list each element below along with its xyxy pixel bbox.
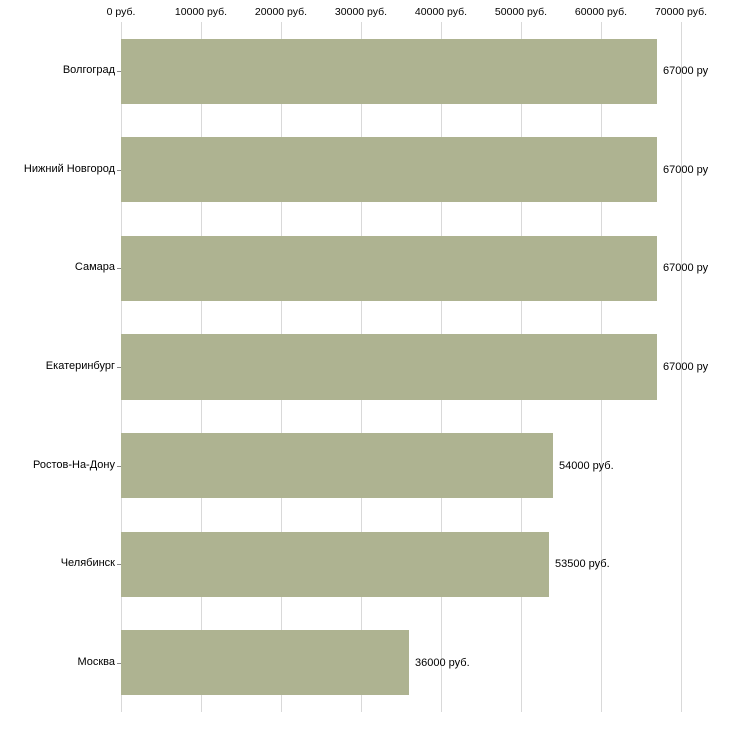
- bar[interactable]: [121, 236, 657, 301]
- x-axis-tick-label: 70000 руб.: [654, 6, 708, 18]
- x-axis-tick-label: 30000 руб.: [334, 6, 388, 18]
- bar-value-label: 67000 ру: [663, 65, 709, 78]
- bar[interactable]: [121, 532, 549, 597]
- bar-value-label: 67000 ру: [663, 262, 709, 275]
- y-axis-tick-mark: [117, 663, 121, 664]
- y-axis-tick-mark: [117, 71, 121, 72]
- y-axis-category-label: Нижний Новгород: [23, 162, 115, 175]
- x-axis-tick-label: 20000 руб.: [254, 6, 308, 18]
- bar-row: [121, 433, 681, 498]
- y-axis: [0, 22, 115, 712]
- bar[interactable]: [121, 39, 657, 104]
- bar[interactable]: [121, 137, 657, 202]
- y-axis-category-label: Москва: [77, 655, 115, 668]
- y-axis-tick-mark: [117, 268, 121, 269]
- bar-row: [121, 137, 709, 202]
- bar-row: [121, 532, 681, 597]
- bar-value-label: 53500 руб.: [555, 558, 610, 571]
- x-axis-tick-label: 60000 руб.: [574, 6, 628, 18]
- plot-area: [121, 22, 709, 712]
- y-axis-category-label: Ростов-На-Дону: [32, 458, 115, 471]
- y-axis-category-label: Екатеринбург: [45, 360, 115, 372]
- bar-row: [121, 630, 681, 695]
- bar-row: [121, 334, 709, 399]
- bar-row: [121, 236, 709, 301]
- y-axis-tick-mark: [117, 367, 121, 368]
- bar-row: [121, 39, 709, 104]
- y-axis-category-label: Челябинск: [60, 557, 115, 570]
- y-axis-tick-mark: [117, 170, 121, 171]
- y-axis-tick-mark: [117, 466, 121, 467]
- bar[interactable]: [121, 433, 553, 498]
- x-axis-tick-label: 10000 руб.: [174, 6, 228, 18]
- x-axis-tick-label: 0 руб.: [106, 6, 136, 18]
- bar-value-label: 54000 руб.: [559, 459, 614, 472]
- bar-value-label: 36000 руб.: [415, 656, 470, 669]
- y-axis-category-label: Самара: [74, 261, 115, 274]
- x-axis-tick-label: 40000 руб.: [414, 6, 468, 18]
- bar-value-label: 67000 ру: [663, 163, 709, 176]
- x-axis: [0, 0, 730, 22]
- bar[interactable]: [121, 334, 657, 399]
- bar-value-label: 67000 ру: [663, 360, 709, 373]
- y-axis-tick-mark: [117, 564, 121, 565]
- x-axis-tick-label: 50000 руб.: [494, 6, 548, 18]
- y-axis-category-label: Волгоград: [62, 64, 115, 77]
- bar[interactable]: [121, 630, 409, 695]
